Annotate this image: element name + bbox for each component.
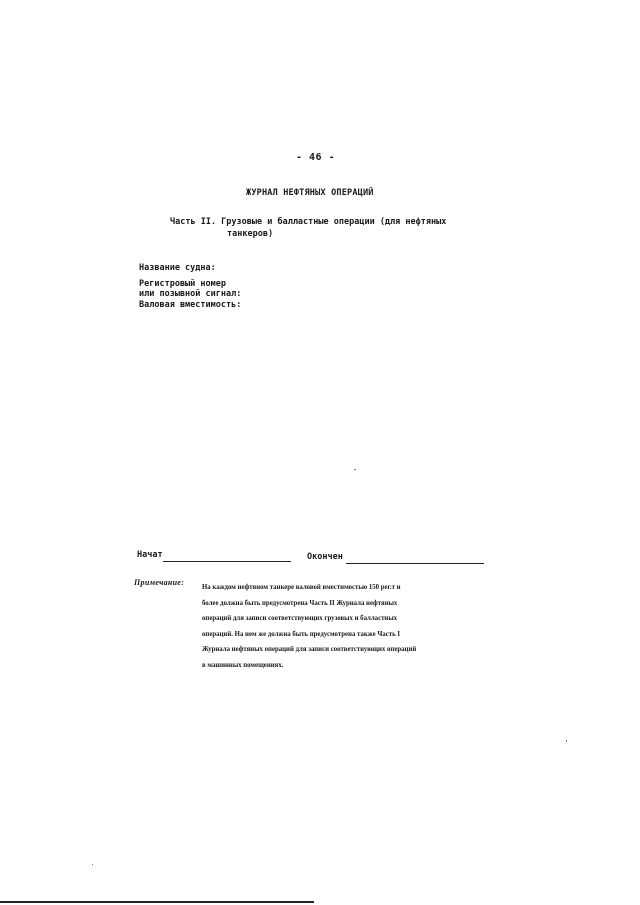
part-title-line-1: Часть II. Грузовые и балластные операции (для нефтяных <box>170 217 447 227</box>
registration-label <box>139 279 339 299</box>
scan-speck <box>354 469 356 470</box>
start-date-line <box>163 561 291 562</box>
scan-speck <box>92 864 93 865</box>
registration-label-line-2: или позывной сигнал: <box>139 289 242 299</box>
note-line: в машинных помещениях. <box>202 661 284 669</box>
registration-label-line-1: Регистровый номер <box>139 279 226 289</box>
scan-speck <box>566 740 567 742</box>
note-line: операций для записи соответствующих грузовых и балластных <box>202 615 398 622</box>
note-line: На каждом нефтяном танкере валовой вместимостью 150 рег.т и <box>202 584 401 591</box>
page-number: - 46 - <box>296 152 336 163</box>
note-line: более должна быть предусмотрена Часть II Журнала нефтяных <box>202 599 398 607</box>
note-text <box>202 580 488 673</box>
ship-name-label: Название судна: <box>139 263 216 273</box>
gross-tonnage-label: Валовая вместимость: <box>139 300 242 310</box>
end-date-line <box>346 563 484 564</box>
note-line: операций. На нем же должна быть предусмотрена также Часть I <box>202 630 401 638</box>
start-label: Начат <box>137 550 163 560</box>
note-label: Примечание: <box>134 578 185 587</box>
end-label: Окончен <box>307 552 343 562</box>
part-title-line-2: танкеров) <box>227 229 274 239</box>
part-title <box>170 216 490 240</box>
bottom-edge-rule <box>0 901 314 903</box>
journal-title: ЖУРНАЛ НЕФТЯНЫХ ОПЕРАЦИЙ <box>246 188 374 198</box>
note-line: Журнала нефтяных операций для записи соответствующих операций <box>202 646 417 653</box>
